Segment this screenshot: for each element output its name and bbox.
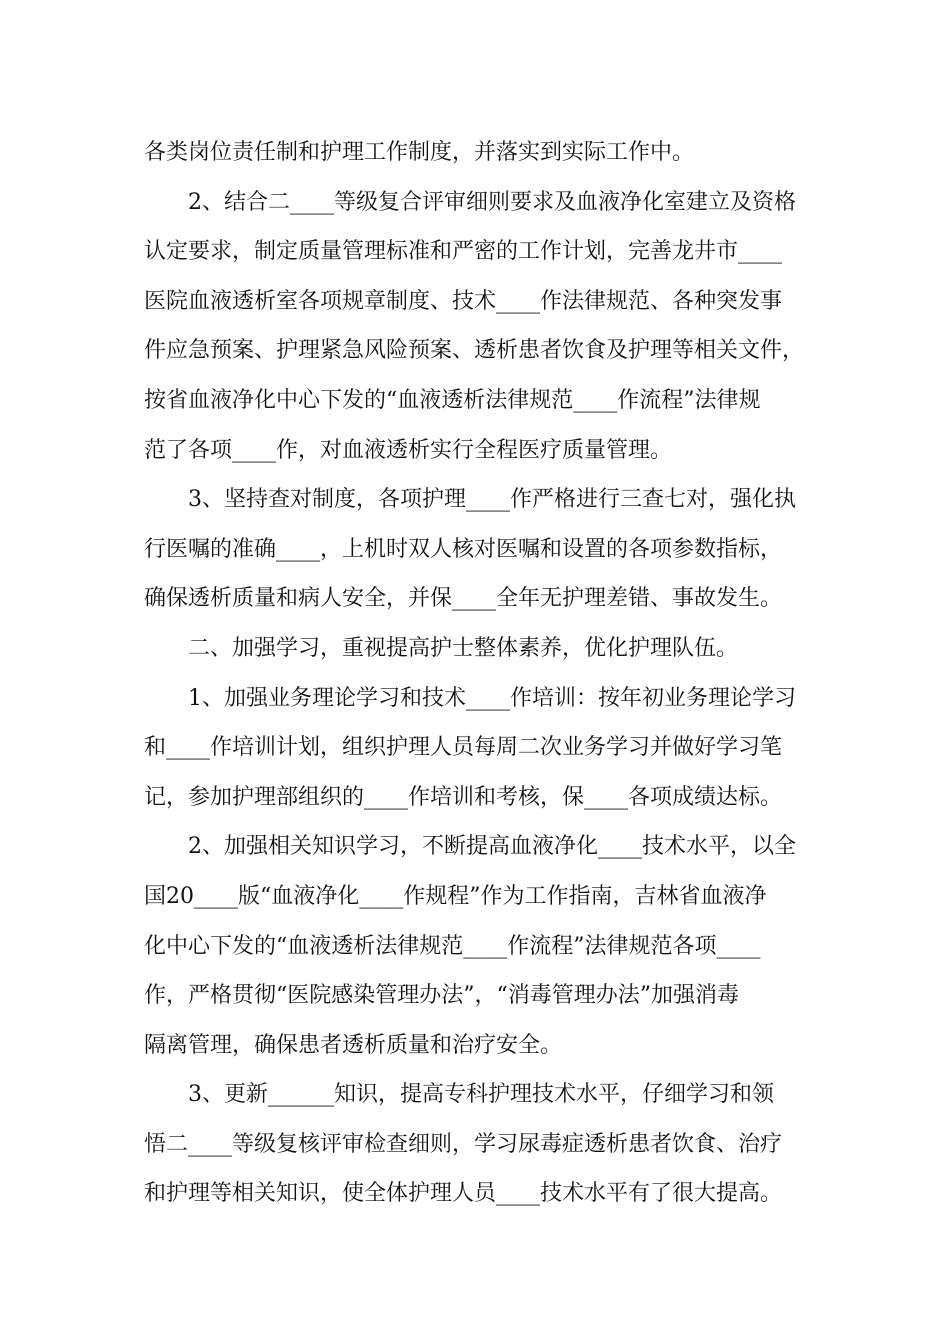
text-line: 隔离管理，确保患者透析质量和治疗安全。 [144, 1032, 563, 1058]
text-line: 各类岗位责任制和护理工作制度，并落实到实际工作中。 [144, 140, 695, 165]
text-line: 记，参加护理部组织的____作培训和考核，保____各项成绩达标。 [144, 784, 783, 810]
text-line: 确保透析质量和病人安全，并保____全年无护理差错、事故发生。 [144, 586, 783, 612]
text-line: 和____作培训计划，组织护理人员每周二次业务学习并做好学习笔 [144, 735, 783, 761]
text-line: 按省血液净化中心下发的“血液透析法律规范____作流程”法律规 [144, 387, 761, 413]
text-line: 行医嘱的准确____，上机时双人核对医嘱和设置的各项参数指标， [144, 536, 783, 562]
text-line: 件应急预案、护理紧急风险预案、透析患者饮食及护理等相关文件， [144, 338, 805, 364]
text-line: 化中心下发的“血液透析法律规范____作流程”法律规范各项____ [144, 933, 761, 959]
text-line: 2、结合二____等级复合评审细则要求及血液净化室建立及资格 [188, 189, 796, 215]
text-line: 1、加强业务理论学习和技术____作培训：按年初业务理论学习 [188, 685, 796, 711]
text-line: 和护理等相关知识，使全体护理人员____技术水平有了很大提高。 [144, 1181, 783, 1207]
text-line: 3、更新______知识，提高专科护理技术水平，仔细学习和领 [188, 1082, 774, 1108]
text-line: 范了各项____作，对血液透析实行全程医疗质量管理。 [144, 437, 673, 463]
text-line: 2、加强相关知识学习，不断提高血液净化____技术水平，以全 [188, 834, 796, 860]
text-line: 3、坚持查对制度，各项护理____作严格进行三查七对，强化执 [188, 487, 796, 513]
text-line: 悟二____等级复核评审检查细则，学习尿毒症透析患者饮食、治疗 [144, 1131, 783, 1157]
document-body [144, 128, 808, 1219]
text-line: 认定要求，制定质量管理标准和严密的工作计划，完善龙井市____ [144, 239, 783, 265]
text-line: 国20____版“血液净化____作规程”作为工作指南，吉林省血液净 [144, 883, 767, 909]
section-heading: 二、加强学习，重视提高护士整体素养，优化护理队伍。 [188, 635, 739, 661]
text-line: 医院血液透析室各项规章制度、技术____作法律规范、各种突发事 [144, 288, 783, 314]
text-line: 作，严格贯彻“医院感染管理办法”，“消毒管理办法”加强消毒 [144, 983, 739, 1009]
